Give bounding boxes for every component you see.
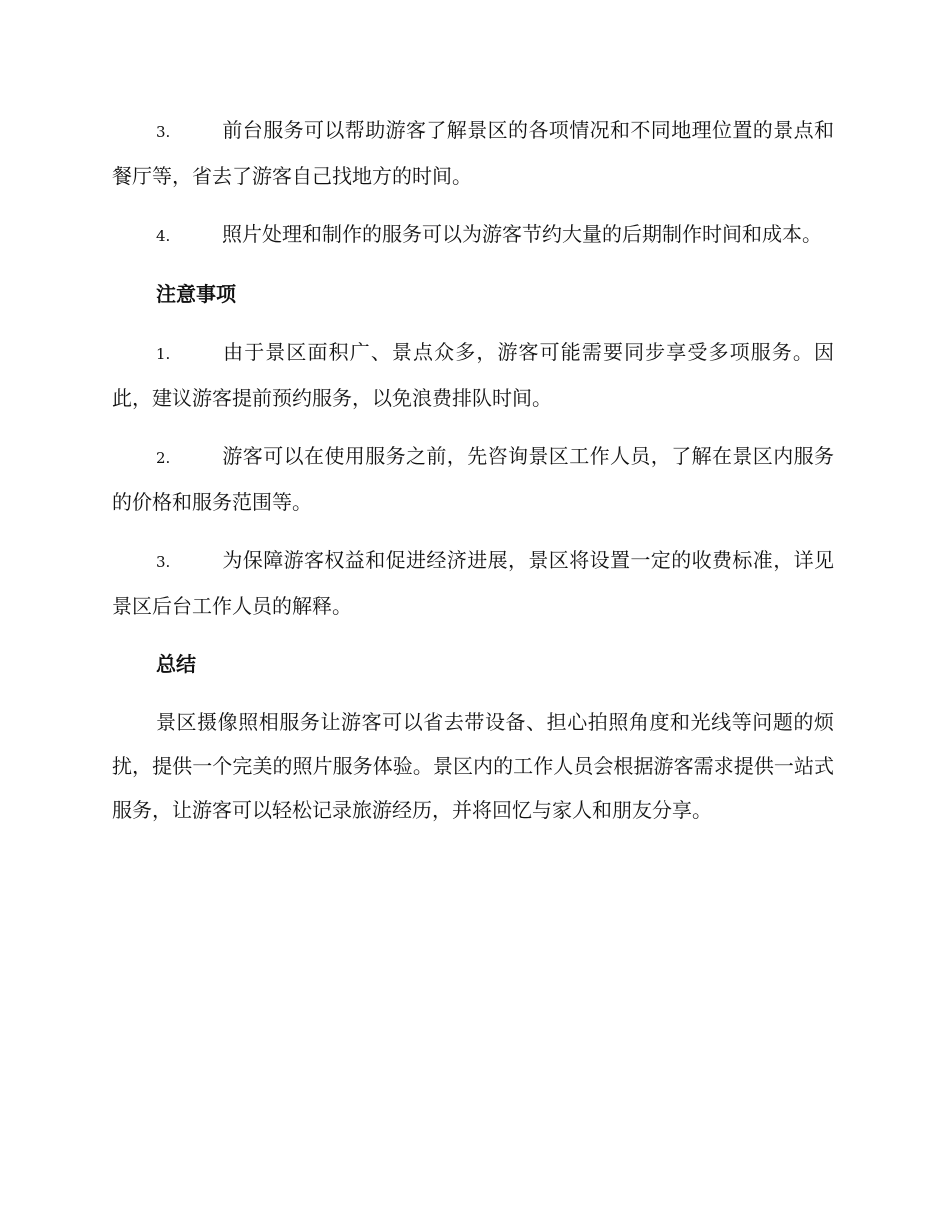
- list-item-number: 3.: [156, 123, 171, 141]
- list-item-text: 游客可以在使用服务之前，先咨询景区工作人员，了解在景区内服务的价格和服务范围等。: [112, 444, 834, 514]
- section-heading-summary: 总结: [156, 652, 196, 676]
- list-item-number: 4.: [156, 227, 171, 245]
- list-item-number: 1.: [156, 345, 171, 363]
- list-item: [112, 330, 834, 420]
- section-heading-notes: 注意事项: [156, 282, 236, 306]
- list-item-text: 由于景区面积广、景点众多，游客可能需要同步享受多项服务。因此，建议游客提前预约服务，以免浪费排队时间。: [112, 340, 834, 410]
- document-body: [112, 108, 834, 832]
- list-item: [112, 108, 834, 198]
- list-item-number: 2.: [156, 449, 171, 467]
- summary-paragraph: 景区摄像照相服务让游客可以省去带设备、担心拍照角度和光线等问题的烦扰，提供一个完美的照片服务体验。景区内的工作人员会根据游客需求提供一站式服务，让游客可以轻松记录旅游经历，并将回忆与家人和朋友分享。: [112, 710, 834, 822]
- list-item: [112, 538, 834, 628]
- list-item-text: 前台服务可以帮助游客了解景区的各项情况和不同地理位置的景点和餐厅等，省去了游客自己找地方的时间。: [112, 118, 834, 188]
- list-item: [112, 434, 834, 524]
- list-item: [112, 212, 834, 258]
- list-item-number: 3.: [156, 553, 171, 571]
- list-item-text: 照片处理和制作的服务可以为游客节约大量的后期制作时间和成本。: [222, 222, 822, 246]
- list-item-text: 为保障游客权益和促进经济进展，景区将设置一定的收费标准，详见景区后台工作人员的解释。: [112, 548, 834, 618]
